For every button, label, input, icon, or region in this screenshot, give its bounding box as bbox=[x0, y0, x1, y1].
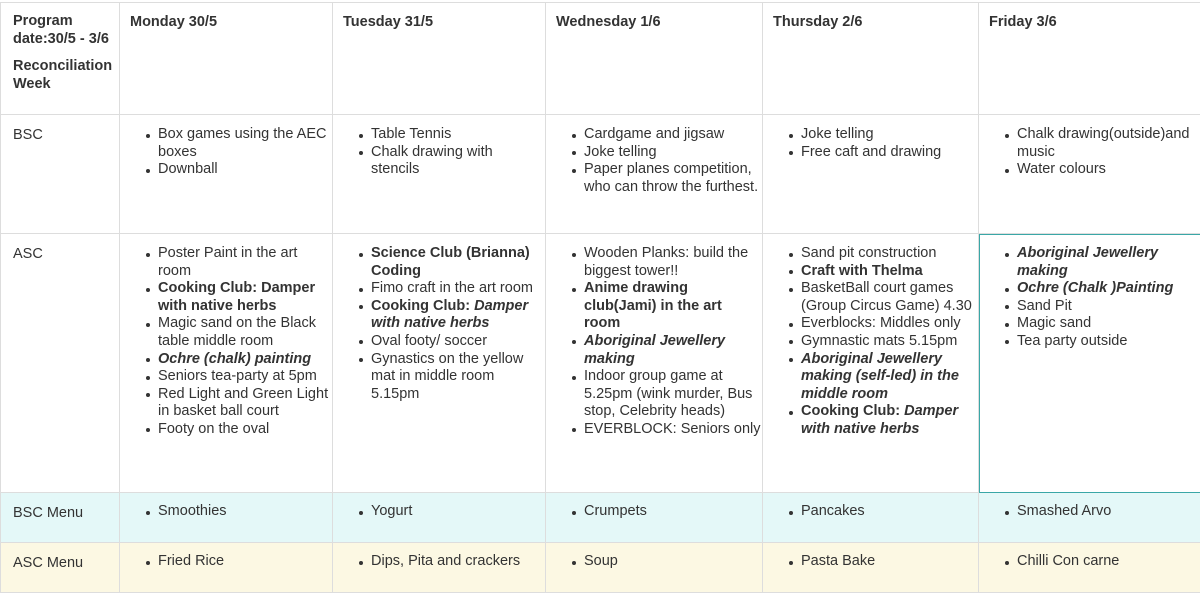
day-header-monday[interactable]: Monday 30/5 bbox=[120, 3, 333, 115]
activity-item bbox=[158, 161, 332, 179]
activity-text: Free caft and drawing bbox=[801, 144, 941, 160]
bsc-row bbox=[1, 115, 1200, 234]
activity-list bbox=[333, 543, 545, 571]
asc-friday-cell-selected[interactable] bbox=[979, 234, 1200, 493]
activity-text: Science Club (Brianna) Coding bbox=[371, 245, 530, 279]
activity-item bbox=[158, 553, 332, 571]
bsc-menu-wednesday-cell[interactable] bbox=[546, 493, 763, 543]
activity-text: Sand pit construction bbox=[801, 245, 936, 261]
program-date: Program date:30/5 - 3/6 bbox=[13, 13, 111, 48]
activity-item bbox=[801, 263, 978, 281]
activity-item bbox=[1017, 333, 1200, 351]
activity-text: Fimo craft in the art room bbox=[371, 280, 533, 296]
activity-item bbox=[158, 245, 332, 280]
activity-text: Red Light and Green Light in basket ball court bbox=[158, 386, 328, 420]
day-header-tuesday[interactable]: Tuesday 31/5 bbox=[333, 3, 546, 115]
activity-item bbox=[801, 403, 978, 438]
activity-list bbox=[979, 115, 1200, 179]
activity-item bbox=[158, 421, 332, 439]
activity-text: Wooden Planks: build the biggest tower!! bbox=[584, 245, 748, 279]
activity-text: Oval footy/ soccer bbox=[371, 333, 487, 349]
activity-item bbox=[584, 245, 762, 280]
activity-item bbox=[1017, 553, 1200, 571]
activity-text: Gynastics on the yellow mat in middle room 5.15pm bbox=[371, 351, 523, 402]
activity-text: Pasta Bake bbox=[801, 553, 875, 569]
asc-wednesday-cell[interactable] bbox=[546, 234, 763, 493]
day-header-thursday[interactable]: Thursday 2/6 bbox=[763, 3, 979, 115]
activity-list bbox=[333, 493, 545, 521]
activity-list bbox=[546, 493, 762, 521]
activity-text: Damper with native herbs bbox=[371, 298, 528, 332]
activity-item bbox=[584, 503, 762, 521]
activity-text: Magic sand on the Black table middle room bbox=[158, 315, 316, 349]
activity-item bbox=[801, 333, 978, 351]
activity-item bbox=[371, 245, 545, 280]
activity-text: Sand Pit bbox=[1017, 298, 1072, 314]
activity-text: Cooking Club: bbox=[801, 403, 904, 419]
activity-text: Box games using the AEC boxes bbox=[158, 126, 326, 160]
bsc-menu-row bbox=[1, 493, 1200, 543]
row-label-bsc[interactable]: BSC bbox=[1, 115, 120, 234]
activity-item bbox=[371, 144, 545, 179]
activity-list bbox=[763, 543, 978, 571]
activity-item bbox=[584, 553, 762, 571]
bsc-wednesday-cell[interactable] bbox=[546, 115, 763, 234]
asc-menu-monday-cell[interactable] bbox=[120, 543, 333, 593]
activity-item bbox=[158, 351, 332, 369]
bsc-tuesday-cell[interactable] bbox=[333, 115, 546, 234]
activity-text: Water colours bbox=[1017, 161, 1106, 177]
activity-item bbox=[801, 245, 978, 263]
activity-item bbox=[158, 315, 332, 350]
activity-text: Joke telling bbox=[584, 144, 657, 160]
activity-text: Smoothies bbox=[158, 503, 227, 519]
activity-list bbox=[763, 493, 978, 521]
header-corner-cell[interactable] bbox=[1, 3, 120, 115]
activity-text: Crumpets bbox=[584, 503, 647, 519]
activity-text: Yogurt bbox=[371, 503, 412, 519]
bsc-thursday-cell[interactable] bbox=[763, 115, 979, 234]
activity-text: Chalk drawing with stencils bbox=[371, 144, 493, 178]
row-label-bsc-menu[interactable]: BSC Menu bbox=[1, 493, 120, 543]
bsc-menu-thursday-cell[interactable] bbox=[763, 493, 979, 543]
activity-item bbox=[371, 298, 545, 333]
activity-text: Downball bbox=[158, 161, 218, 177]
activity-item bbox=[801, 553, 978, 571]
asc-menu-wednesday-cell[interactable] bbox=[546, 543, 763, 593]
bsc-menu-monday-cell[interactable] bbox=[120, 493, 333, 543]
asc-row bbox=[1, 234, 1200, 493]
activity-text: Tea party outside bbox=[1017, 333, 1127, 349]
asc-menu-thursday-cell[interactable] bbox=[763, 543, 979, 593]
activity-item bbox=[371, 333, 545, 351]
activity-text: Gymnastic mats 5.15pm bbox=[801, 333, 957, 349]
activity-list bbox=[763, 115, 978, 161]
activity-text: Indoor group game at 5.25pm (wink murder, Bus stop, Celebrity heads) bbox=[584, 368, 752, 419]
activity-item bbox=[801, 280, 978, 315]
activity-item bbox=[1017, 315, 1200, 333]
activity-text: Cooking Club: bbox=[371, 298, 474, 314]
activity-text: Damper with native herbs bbox=[801, 403, 958, 437]
row-label-asc-menu[interactable]: ASC Menu bbox=[1, 543, 120, 593]
row-label-asc[interactable]: ASC bbox=[1, 234, 120, 493]
activity-list bbox=[546, 543, 762, 571]
activity-text: Ochre (Chalk )Painting bbox=[1017, 280, 1173, 296]
activity-list bbox=[546, 234, 762, 439]
activity-item bbox=[1017, 245, 1200, 280]
activity-text: Paper planes competition, who can throw the furthest. bbox=[584, 161, 758, 195]
activity-text: Smashed Arvo bbox=[1017, 503, 1111, 519]
bsc-menu-tuesday-cell[interactable] bbox=[333, 493, 546, 543]
bsc-monday-cell[interactable] bbox=[120, 115, 333, 234]
asc-menu-row bbox=[1, 543, 1200, 593]
activity-item bbox=[584, 280, 762, 333]
activity-item bbox=[371, 553, 545, 571]
activity-item bbox=[584, 144, 762, 162]
asc-tuesday-cell[interactable] bbox=[333, 234, 546, 493]
activity-item bbox=[158, 386, 332, 421]
activity-item bbox=[801, 315, 978, 333]
activity-list bbox=[333, 234, 545, 403]
activity-text: Fried Rice bbox=[158, 553, 224, 569]
activity-text: Soup bbox=[584, 553, 618, 569]
activity-item bbox=[801, 126, 978, 144]
activity-item bbox=[371, 280, 545, 298]
activity-text: Cooking Club: Damper with native herbs bbox=[158, 280, 315, 314]
activity-text: Anime drawing club(Jami) in the art room bbox=[584, 280, 722, 331]
activity-item bbox=[371, 351, 545, 404]
activity-item bbox=[801, 351, 978, 404]
activity-list bbox=[763, 234, 978, 439]
activity-item bbox=[1017, 298, 1200, 316]
activity-list bbox=[979, 234, 1200, 351]
activity-item bbox=[158, 126, 332, 161]
activity-text: Pancakes bbox=[801, 503, 865, 519]
activity-item bbox=[801, 503, 978, 521]
activity-list bbox=[979, 543, 1200, 571]
activity-list bbox=[333, 115, 545, 179]
activity-text: Footy on the oval bbox=[158, 421, 269, 437]
activity-text: Aboriginal Jewellery making bbox=[584, 333, 725, 367]
asc-thursday-cell[interactable] bbox=[763, 234, 979, 493]
activity-item bbox=[158, 503, 332, 521]
activity-list bbox=[120, 543, 332, 571]
activity-list bbox=[546, 115, 762, 196]
activity-list bbox=[120, 493, 332, 521]
program-table bbox=[0, 2, 1200, 593]
activity-text: Dips, Pita and crackers bbox=[371, 553, 520, 569]
activity-item bbox=[801, 144, 978, 162]
activity-text: BasketBall court games (Group Circus Game) 4.30 bbox=[801, 280, 972, 314]
activity-text: Poster Paint in the art room bbox=[158, 245, 297, 279]
activity-text: Ochre (chalk) painting bbox=[158, 351, 311, 367]
asc-menu-tuesday-cell[interactable] bbox=[333, 543, 546, 593]
activity-item bbox=[371, 503, 545, 521]
activity-list bbox=[120, 234, 332, 439]
activity-item bbox=[371, 126, 545, 144]
day-header-wednesday[interactable]: Wednesday 1/6 bbox=[546, 3, 763, 115]
activity-text: Table Tennis bbox=[371, 126, 451, 142]
activity-item bbox=[584, 421, 762, 439]
asc-monday-cell[interactable] bbox=[120, 234, 333, 493]
activity-text: Cardgame and jigsaw bbox=[584, 126, 724, 142]
activity-text: Aboriginal Jewellery making (self-led) in the middle room bbox=[801, 351, 959, 402]
activity-item bbox=[584, 161, 762, 196]
activity-text: Aboriginal Jewellery making bbox=[1017, 245, 1158, 279]
activity-text: Chilli Con carne bbox=[1017, 553, 1119, 569]
activity-item bbox=[158, 280, 332, 315]
activity-text: Everblocks: Middles only bbox=[801, 315, 961, 331]
activity-item bbox=[1017, 161, 1200, 179]
activity-text: Joke telling bbox=[801, 126, 874, 142]
activity-item bbox=[584, 368, 762, 421]
activity-item bbox=[158, 368, 332, 386]
activity-list bbox=[979, 493, 1200, 521]
activity-text: Magic sand bbox=[1017, 315, 1091, 331]
header-row bbox=[1, 3, 1200, 115]
bsc-menu-friday-cell[interactable] bbox=[979, 493, 1200, 543]
activity-item bbox=[584, 333, 762, 368]
activity-text: Seniors tea-party at 5pm bbox=[158, 368, 317, 384]
activity-item bbox=[1017, 280, 1200, 298]
activity-text: EVERBLOCK: Seniors only bbox=[584, 421, 761, 437]
asc-menu-friday-cell[interactable] bbox=[979, 543, 1200, 593]
day-header-friday[interactable]: Friday 3/6 bbox=[979, 3, 1200, 115]
activity-item bbox=[1017, 126, 1200, 161]
activity-list bbox=[120, 115, 332, 179]
activity-item bbox=[1017, 503, 1200, 521]
activity-text: Chalk drawing(outside)and music bbox=[1017, 126, 1190, 160]
week-name: Reconciliation Week bbox=[13, 58, 111, 93]
activity-item bbox=[584, 126, 762, 144]
activity-text: Craft with Thelma bbox=[801, 263, 923, 279]
bsc-friday-cell[interactable] bbox=[979, 115, 1200, 234]
